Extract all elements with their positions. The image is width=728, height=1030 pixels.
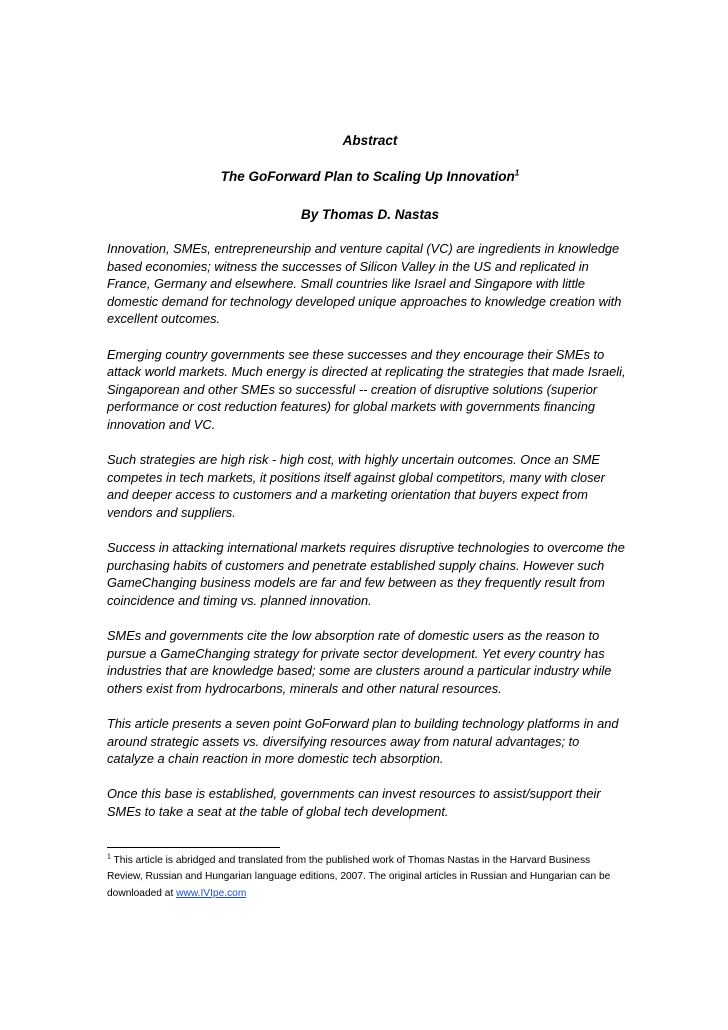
- footnote-link[interactable]: www.IVIpe.com: [176, 887, 247, 899]
- abstract-body: [107, 240, 627, 838]
- article-title-text: The GoForward Plan to Scaling Up Innovation: [220, 169, 515, 184]
- title-footnote-mark[interactable]: 1: [514, 168, 520, 178]
- paragraph-1: Innovation, SMEs, entrepreneurship and venture capital (VC) are ingredients in knowledge based economies; witness the successes of Silicon Valley in the US and replicated in France, Germany and elsewhere. Small countries like Israel and Singapore with little domestic demand for technology developed unique approaches to knowledge creation with excellent outcomes.: [107, 241, 622, 327]
- footnote-text: This article is abridged and translated from the published work of Thomas Nastas in the Harvard Business Review, Russian and Hungarian language editions, 2007. The original articles in Russian and Hungarian can be downloaded at: [107, 855, 611, 899]
- paragraph-2: Emerging country governments see these successes and they encourage their SMEs to attack world markets. Much energy is directed at replicating the strategies that made Israeli, Singaporean and other SMEs so successful -- creation of disruptive solutions (superior performance or cost reduction features) for global markets with governments financing innovation and VC.: [107, 346, 626, 432]
- footnote-separator: [107, 847, 280, 848]
- paragraph-6: This article presents a seven point GoForward plan to building technology platforms in and around strategic assets vs. diversifying resources away from natural advantages; to catalyze a chain reaction in more domestic tech absorption.: [107, 716, 619, 767]
- paragraph-4: Success in attacking international markets requires disruptive technologies to overcome the purchasing habits of customers and penetrate established supply chains. However such GameChanging business models are far and few between as they frequently result from coincidence and timing vs. planned innovation.: [107, 540, 625, 608]
- paragraph-7: Once this base is established, governments can invest resources to assist/support their SMEs to take a seat at the table of global tech development.: [107, 786, 601, 819]
- author-byline: By Thomas D. Nastas: [300, 207, 440, 222]
- abstract-heading: Abstract: [342, 133, 398, 148]
- footnote: [107, 853, 627, 902]
- footnote-mark: 1: [107, 853, 111, 861]
- paragraph-3: Such strategies are high risk - high cost, with highly uncertain outcomes. Once an SME competes in tech markets, it positions itself against global competitors, many with closer and deeper access to customers and a marketing orientation that buyers expect from vendors and suppliers.: [107, 452, 605, 520]
- paragraph-5: SMEs and governments cite the low absorption rate of domestic users as the reason to pursue a GameChanging strategy for private sector development. Yet every country has industries that are knowledge based; some are clusters around a particular industry while others exist from hydrocarbons, minerals and other natural resources.: [107, 628, 612, 696]
- article-title: [6, 168, 728, 186]
